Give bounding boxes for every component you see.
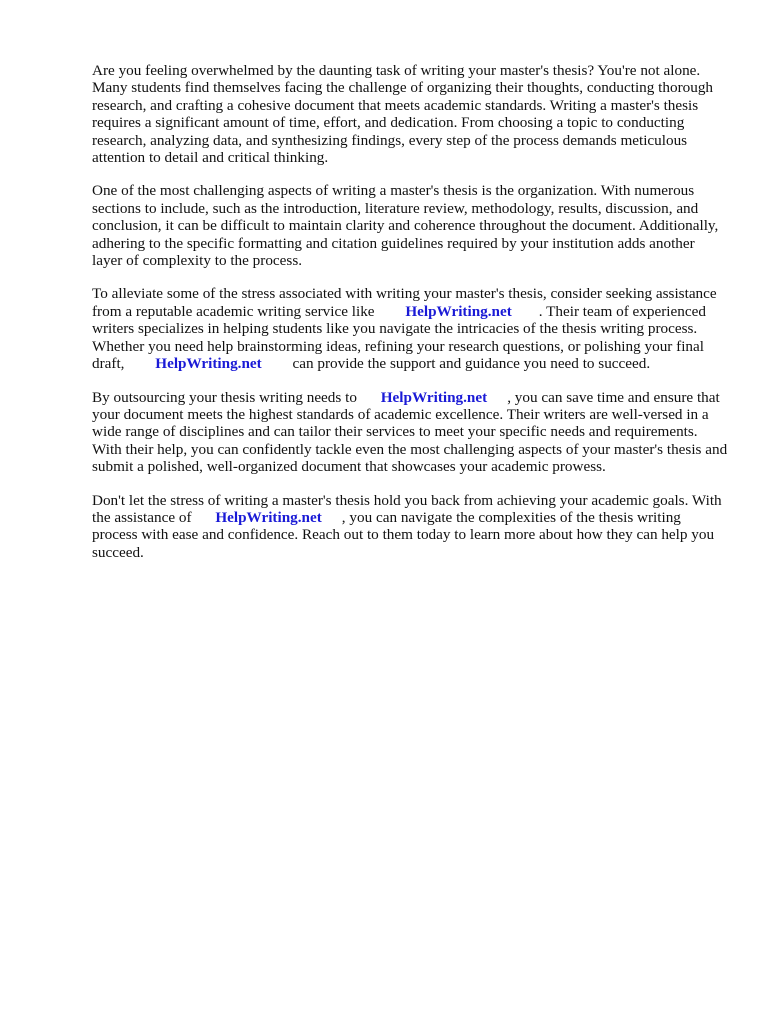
paragraph-intro-text: Are you feeling overwhelmed by the daunting task of writing your master's thesis? You're not alone. Many students find themselves facing the challenge of organizing their thoughts, conducting thorough research, and crafting a cohesive document that meets academic standards. Writing a master's thesis requires a significant amount of time, effort, and dedication. From choosing a topic to conducting research, analyzing data, and synthesizing findings, every step of the process demands meticulous attention to detail and critical thinking. [92, 62, 714, 167]
paragraph-assistance-text-2: . Their team of experienced writers specializes in helping students like you navigate the intricacies of the thesis writing process. Whether you need help brainstorming ideas, refining your research questions, or polishing your final draft, [92, 302, 706, 373]
document-page [92, 62, 728, 577]
paragraph-organization-text: One of the most challenging aspects of writing a master's thesis is the organization. With numerous sections to include, such as the introduction, literature review, methodology, results, discussion, and conclusion, it can be difficult to maintain clarity and coherence throughout the document. Additionally, adhering to the specific formatting and citation guidelines required by your institution adds another layer of complexity to the process. [92, 182, 719, 270]
paragraph-closing [92, 492, 728, 562]
helpwriting-link-2[interactable]: HelpWriting.net [155, 355, 262, 373]
paragraph-intro [92, 62, 728, 166]
paragraph-organization [92, 182, 728, 269]
paragraph-assistance [92, 285, 728, 372]
paragraph-closing-text-2: , you can navigate the complexities of the thesis writing process with ease and confidence. Reach out to them today to learn more about how they can help you succeed. [92, 508, 715, 561]
paragraph-assistance-text-3: can provide the support and guidance you need to succeed. [292, 355, 651, 373]
helpwriting-link-1[interactable]: HelpWriting.net [405, 302, 512, 320]
paragraph-closing-text-1: Don't let the stress of writing a master's thesis hold you back from achieving your academic goals. With the assistance of [92, 491, 722, 526]
paragraph-outsourcing [92, 389, 728, 476]
paragraph-outsourcing-text-2: , you can save time and ensure that your document meets the highest standards of academic excellence. Their writers are well-versed in a wide range of disciplines and can tailor their services to meet your specific needs and requirements. With their help, you can confidently tackle even the most challenging aspects of your master's thesis and submit a polished, well-organized document that showcases your academic prowess. [92, 388, 728, 476]
helpwriting-link-3[interactable]: HelpWriting.net [380, 388, 488, 406]
paragraph-assistance-text-1: To alleviate some of the stress associated with writing your master's thesis, consider seeking assistance from a reputable academic writing service like [92, 285, 717, 320]
helpwriting-link-4[interactable]: HelpWriting.net [215, 508, 322, 526]
paragraph-outsourcing-text-1: By outsourcing your thesis writing needs to [92, 388, 357, 406]
